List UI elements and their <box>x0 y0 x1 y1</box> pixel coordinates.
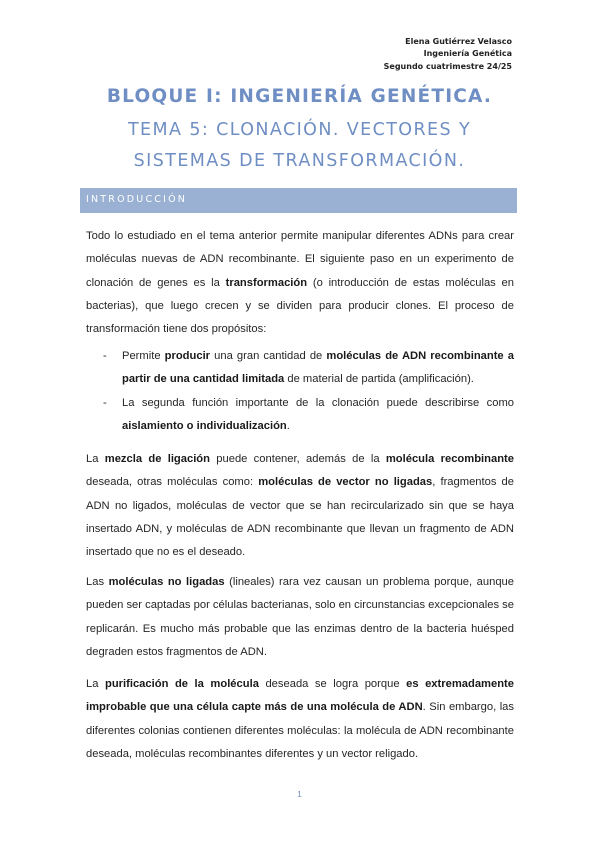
list-item <box>103 345 514 392</box>
bold-term: purificación de la molécula <box>105 678 259 690</box>
paragraph-ligation <box>86 448 514 564</box>
text-run: (lineales) rara vez causan un problema porque, aunque pueden ser captadas por células bacterianas, solo en circunstancias excepcionales se replicarán. Es mucho más probable que las enzimas dentro de la bacteria huésped degraden estos fragmentos de ADN. <box>86 576 514 658</box>
bold-term: moléculas de vector no ligadas <box>258 476 433 489</box>
bold-term: moléculas no ligadas <box>108 576 225 588</box>
text-run: Las <box>86 576 109 588</box>
list-dash: - <box>103 350 107 362</box>
paragraph-unligated <box>86 571 514 664</box>
text-run: La segunda función importante de la clonación puede describirse como <box>122 397 514 409</box>
list-item <box>103 392 514 439</box>
text-run: Permite <box>122 350 165 362</box>
topic-title-line2: SISTEMAS DE TRANSFORMACIÓN. <box>133 151 466 171</box>
page-header <box>384 36 512 73</box>
header-term: Segundo cuatrimestre 24/25 <box>383 61 512 71</box>
bold-term: es extremadamente improbable que una célula capte más de una molécula de ADN <box>86 678 514 714</box>
section-heading: INTRODUCCIÓN <box>86 194 188 205</box>
text-run: . Sin embargo, las diferentes colonias contienen diferentes moléculas: la molécula de ADN recombinante deseada, moléculas recombinantes diferentes y un vector religado. <box>86 701 514 760</box>
list-dash: - <box>103 397 107 409</box>
paragraph-intro <box>86 225 514 341</box>
text-run: deseada, otras moléculas como: <box>86 476 259 489</box>
bold-term: transformación <box>225 276 308 289</box>
text-run: La <box>86 678 105 690</box>
bold-term: producir <box>164 350 211 362</box>
text-run: deseada se logra porque <box>258 678 407 690</box>
header-course: Ingeniería Genética <box>423 49 512 59</box>
block-title: BLOQUE I: INGENIERÍA GENÉTICA. <box>106 86 493 107</box>
bold-term: aislamiento o individualización <box>122 420 287 433</box>
topic-title-line1: TEMA 5: CLONACIÓN. VECTORES Y <box>127 120 472 140</box>
text-run: de material de partida (amplificación). <box>284 373 474 386</box>
header-author: Elena Gutiérrez Velasco <box>405 37 512 46</box>
text-run: puede contener, además de la <box>209 453 386 465</box>
text-run: , fragmentos de ADN no ligados, moléculas de vector que se han recircularizado sin que se haya insertado ADN, y moléculas de ADN recombinante que llevan un fragmento de ADN insertado que no es el deseado. <box>86 476 514 559</box>
page-number: 1 <box>297 789 302 799</box>
text-run: . <box>286 420 290 433</box>
bold-term: mezcla de ligación <box>104 453 210 465</box>
paragraph-purification <box>86 673 514 766</box>
text-run: (o introducción de estas moléculas en bacterias), que luego crecen y se dividen para producir clones. El proceso de transformación tiene dos propósitos: <box>86 276 514 336</box>
bold-term: moléculas de ADN recombinante a partir de una cantidad limitada <box>122 350 514 386</box>
text-run: La <box>86 453 105 465</box>
section-heading-bar <box>80 188 517 213</box>
bold-term: molécula recombinante <box>385 453 514 465</box>
text-run: Todo lo estudiado en el tema anterior permite manipular diferentes ADNs para crear moléculas nuevas de ADN recombinante. El siguiente paso en un experimento de clonación de genes es la <box>86 230 514 289</box>
text-run: una gran cantidad de <box>210 350 327 362</box>
